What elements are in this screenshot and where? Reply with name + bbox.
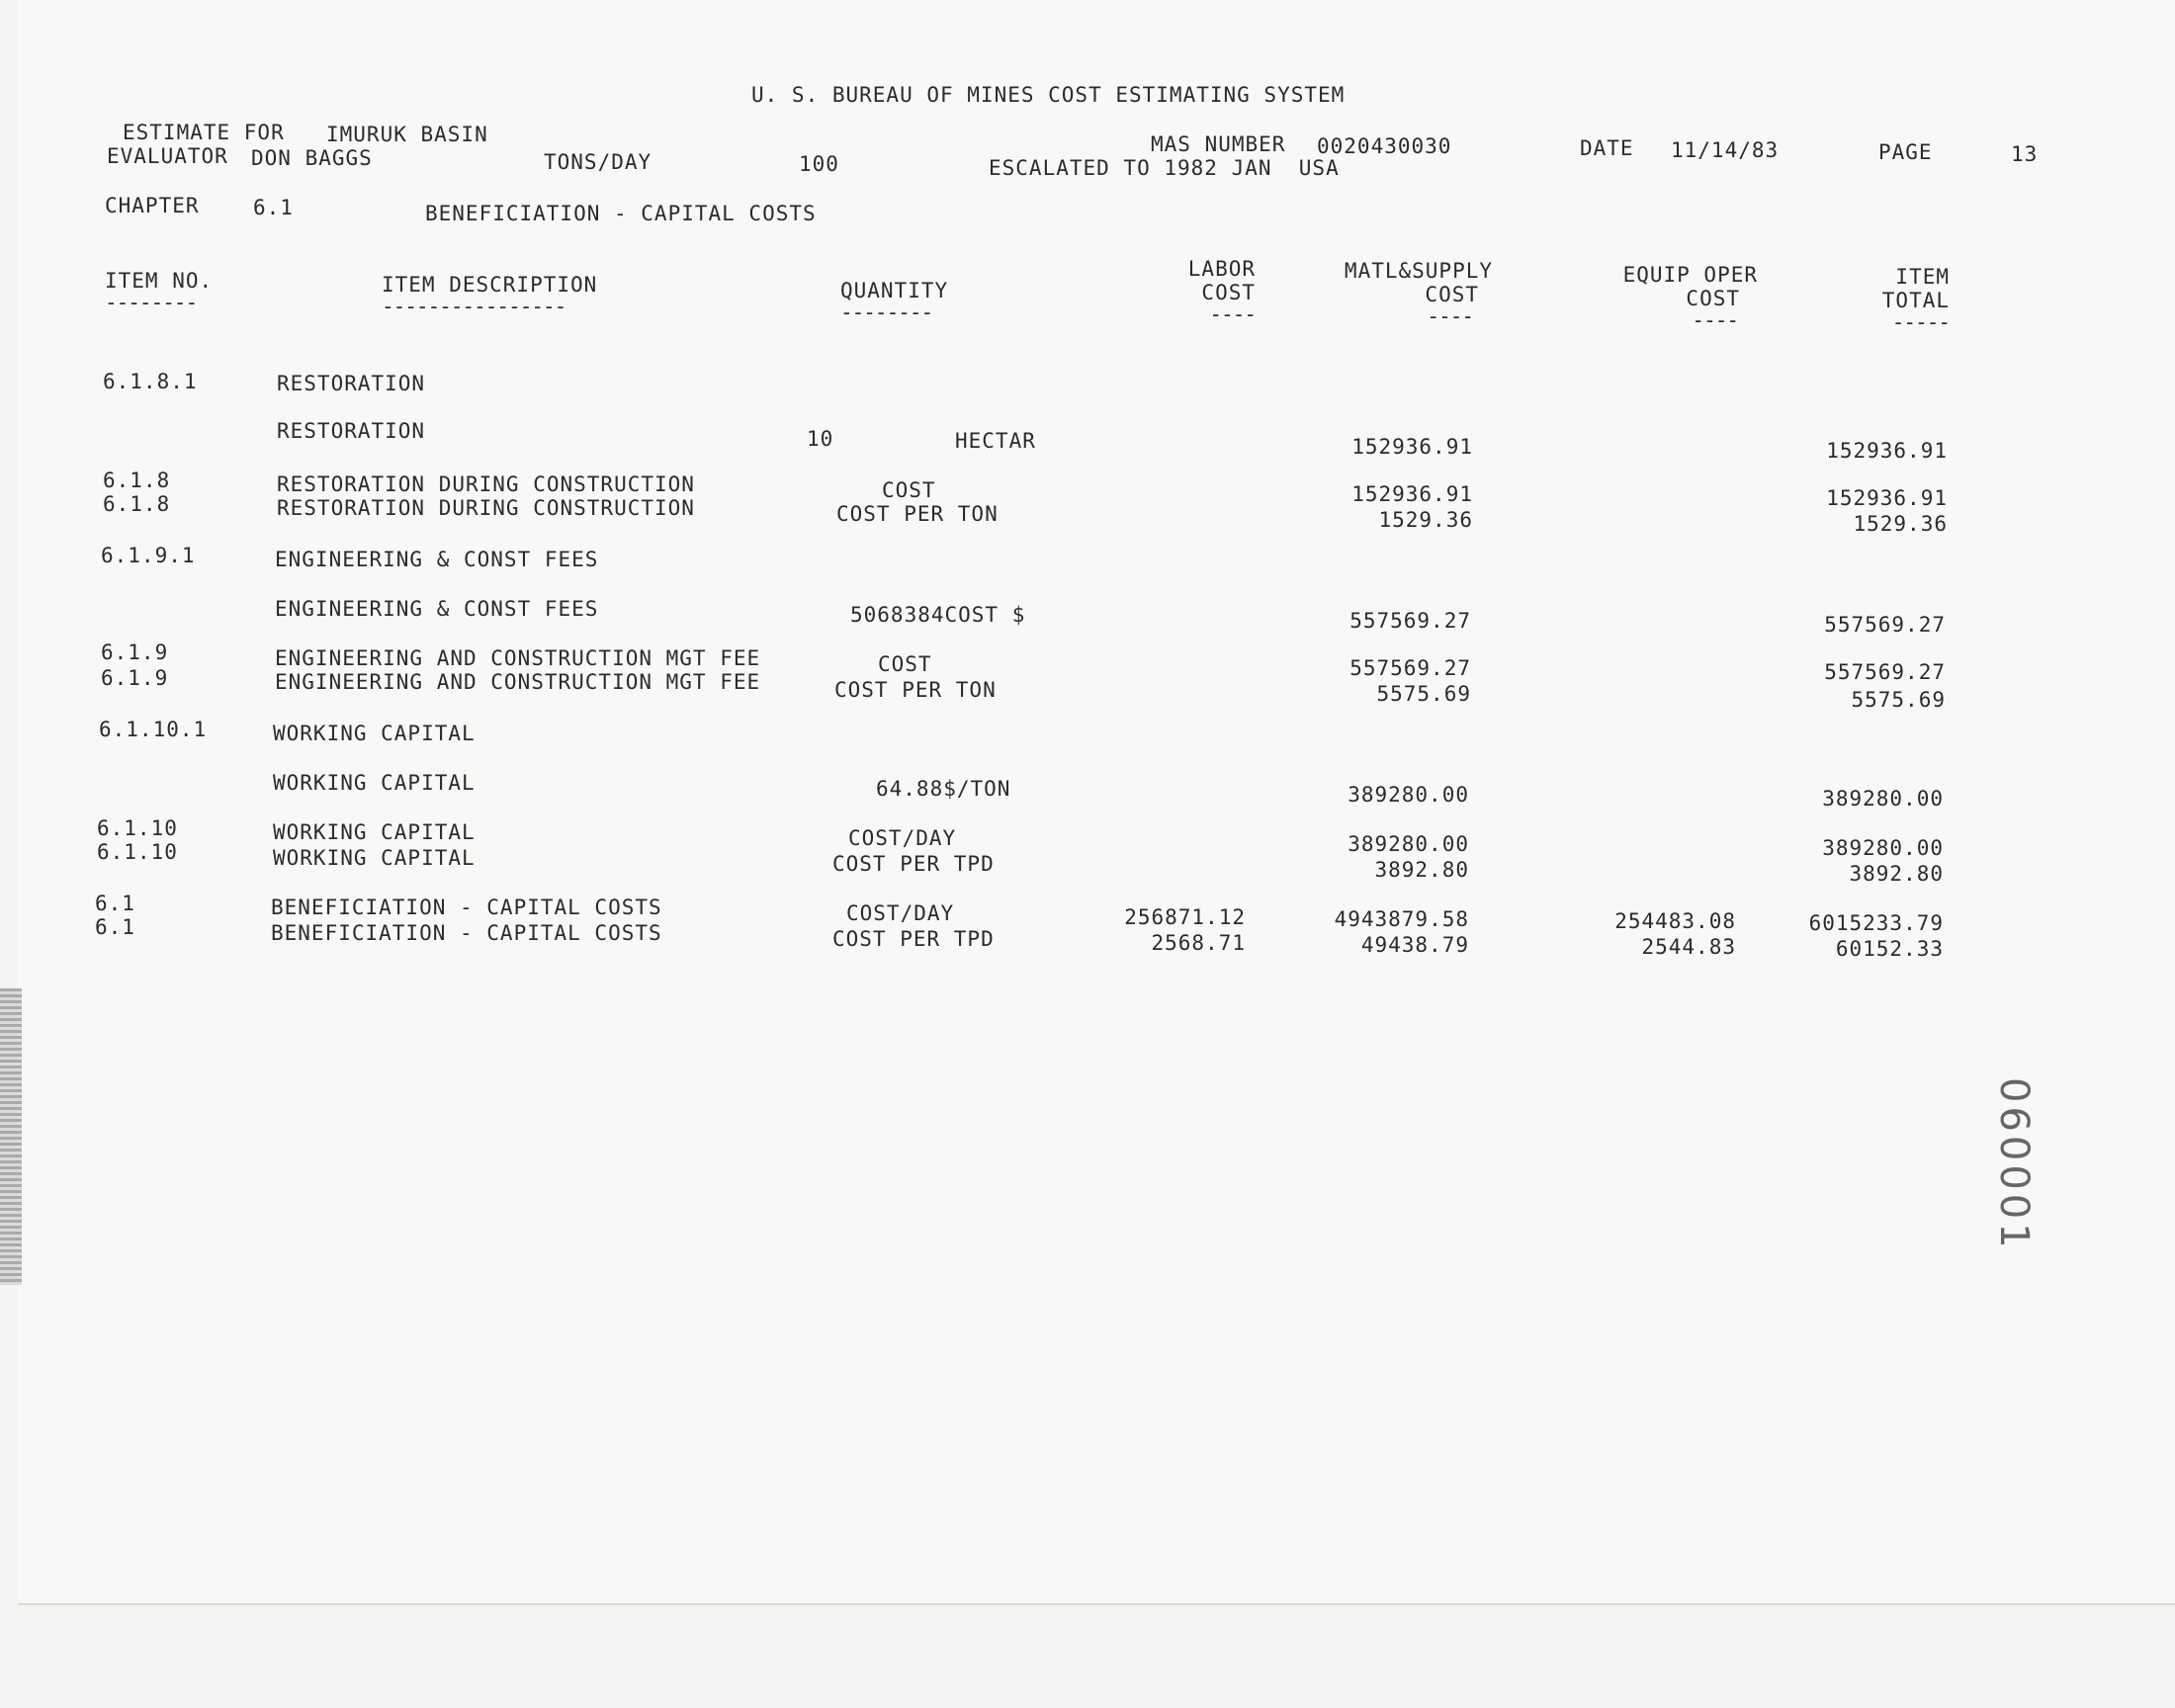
row-matl-cost: 152936.91 (1351, 435, 1473, 459)
row-item-no: 6.1 (95, 892, 135, 915)
row-quantity: COST/DAY (848, 826, 957, 850)
row-item-total: 6015233.79 (1808, 911, 1944, 935)
col-item-description-underline: ---------------- (382, 295, 566, 318)
row-item-total: 1529.36 (1853, 512, 1948, 536)
date-label: DATE (1580, 136, 1634, 160)
row-item-no: 6.1.9.1 (101, 544, 196, 567)
row-labor-cost: 256871.12 (1124, 905, 1246, 929)
date-value: 11/14/83 (1671, 138, 1780, 162)
row-description: ENGINEERING & CONST FEES (275, 548, 599, 571)
estimate-for-label: ESTIMATE FOR (123, 121, 285, 144)
chapter-label: CHAPTER (105, 194, 200, 217)
row-quantity: COST PER TPD (832, 852, 995, 876)
col-quantity: QUANTITY (840, 279, 949, 302)
row-item-total: 152936.91 (1826, 486, 1948, 510)
col-matl-line2: COST (1425, 283, 1479, 306)
col-equip-underline: ---- (1692, 308, 1738, 332)
row-matl-cost: 152936.91 (1351, 482, 1473, 506)
col-total-line1: ITEM (1895, 265, 1950, 289)
col-total-underline: ----- (1891, 310, 1950, 334)
row-item-total: 60152.33 (1835, 937, 1944, 961)
row-description: BENEFICIATION - CAPITAL COSTS (271, 896, 662, 919)
row-item-total: 152936.91 (1826, 439, 1948, 463)
row-quantity: 64.88$/TON (876, 777, 1011, 801)
row-item-no: 6.1.10 (97, 840, 178, 864)
row-matl-cost: 389280.00 (1348, 832, 1469, 856)
row-item-total: 389280.00 (1822, 836, 1944, 860)
row-matl-cost: 3892.80 (1374, 858, 1469, 882)
col-total-line2: TOTAL (1881, 289, 1950, 312)
row-labor-cost: 2568.71 (1151, 931, 1246, 955)
col-matl-line1: MATL&SUPPLY (1344, 259, 1493, 283)
row-description: WORKING CAPITAL (273, 820, 476, 844)
row-matl-cost: 4943879.58 (1334, 907, 1469, 931)
col-equip-line1: EQUIP OPER (1622, 263, 1758, 287)
evaluator-label: EVALUATOR (107, 144, 228, 168)
row-matl-cost: 557569.27 (1349, 609, 1471, 633)
row-equip-cost: 254483.08 (1614, 909, 1736, 933)
tons-day-label: TONS/DAY (544, 150, 652, 174)
col-item-description: ITEM DESCRIPTION (382, 273, 598, 297)
row-description: RESTORATION (277, 372, 426, 395)
row-quantity: COST (878, 652, 932, 676)
archive-stamp-number: 060001 (1991, 1077, 2037, 1252)
row-item-no: 6.1.10 (97, 816, 178, 840)
col-labor-underline: ---- (1209, 302, 1256, 326)
row-description: BENEFICIATION - CAPITAL COSTS (271, 921, 662, 945)
scan-edge (0, 988, 22, 1285)
page-number: 13 (2011, 142, 2039, 166)
row-matl-cost: 49438.79 (1360, 933, 1469, 957)
page-label: PAGE (1878, 140, 1933, 164)
row-matl-cost: 1529.36 (1378, 508, 1473, 532)
row-quantity: 5068384COST $ (850, 603, 1026, 627)
row-description: ENGINEERING AND CONSTRUCTION MGT FEE (275, 670, 761, 694)
row-item-no: 6.1.9 (101, 666, 169, 690)
col-item-no: ITEM NO. (105, 269, 214, 293)
row-description: ENGINEERING AND CONSTRUCTION MGT FEE (275, 646, 761, 670)
col-labor-line1: LABOR (1187, 257, 1256, 281)
row-description: RESTORATION DURING CONSTRUCTION (277, 496, 695, 520)
chapter-number: 6.1 (253, 196, 294, 219)
row-equip-cost: 2544.83 (1641, 935, 1736, 959)
col-labor-line2: COST (1201, 281, 1256, 304)
escalated-note: ESCALATED TO 1982 JAN USA (989, 156, 1340, 180)
row-item-total: 5575.69 (1851, 688, 1946, 712)
row-description: WORKING CAPITAL (273, 722, 476, 745)
tons-day-value: 100 (799, 152, 839, 176)
row-description: ENGINEERING & CONST FEES (275, 597, 599, 621)
row-description: RESTORATION (277, 419, 426, 443)
row-item-total: 3892.80 (1849, 862, 1944, 886)
row-quantity: COST PER TON (836, 502, 999, 526)
row-description: WORKING CAPITAL (273, 846, 476, 870)
col-quantity-underline: -------- (840, 300, 933, 324)
mas-number-label: MAS NUMBER (1151, 132, 1286, 156)
row-matl-cost: 5575.69 (1376, 682, 1471, 706)
evaluator-value: DON BAGGS (251, 146, 373, 170)
row-unit: HECTAR (955, 429, 1036, 453)
row-description: WORKING CAPITAL (273, 771, 476, 795)
row-quantity: COST PER TPD (832, 927, 995, 951)
mas-number-value: 0020430030 (1317, 134, 1452, 158)
col-item-no-underline: -------- (105, 291, 198, 314)
row-description: RESTORATION DURING CONSTRUCTION (277, 472, 695, 496)
row-item-total: 557569.27 (1824, 660, 1946, 684)
col-equip-line2: COST (1686, 287, 1740, 310)
row-item-total: 389280.00 (1822, 787, 1944, 811)
row-item-no: 6.1.10.1 (99, 718, 208, 741)
row-item-no: 6.1 (95, 915, 135, 939)
row-item-no: 6.1.8 (103, 492, 171, 516)
row-quantity: 10 (807, 427, 834, 451)
row-item-no: 6.1.8 (103, 469, 171, 492)
row-quantity: COST PER TON (834, 678, 997, 702)
row-item-no: 6.1.8.1 (103, 370, 198, 393)
row-item-total: 557569.27 (1824, 613, 1946, 637)
col-matl-underline: ---- (1427, 304, 1473, 328)
row-quantity: COST/DAY (846, 901, 955, 925)
chapter-title: BENEFICIATION - CAPITAL COSTS (425, 202, 817, 225)
row-quantity: COST (882, 478, 936, 502)
row-item-no: 6.1.9 (101, 640, 169, 664)
estimate-for-value: IMURUK BASIN (326, 123, 488, 146)
row-matl-cost: 389280.00 (1348, 783, 1469, 807)
system-title: U. S. BUREAU OF MINES COST ESTIMATING SYSTEM (751, 83, 1346, 107)
row-matl-cost: 557569.27 (1349, 656, 1471, 680)
